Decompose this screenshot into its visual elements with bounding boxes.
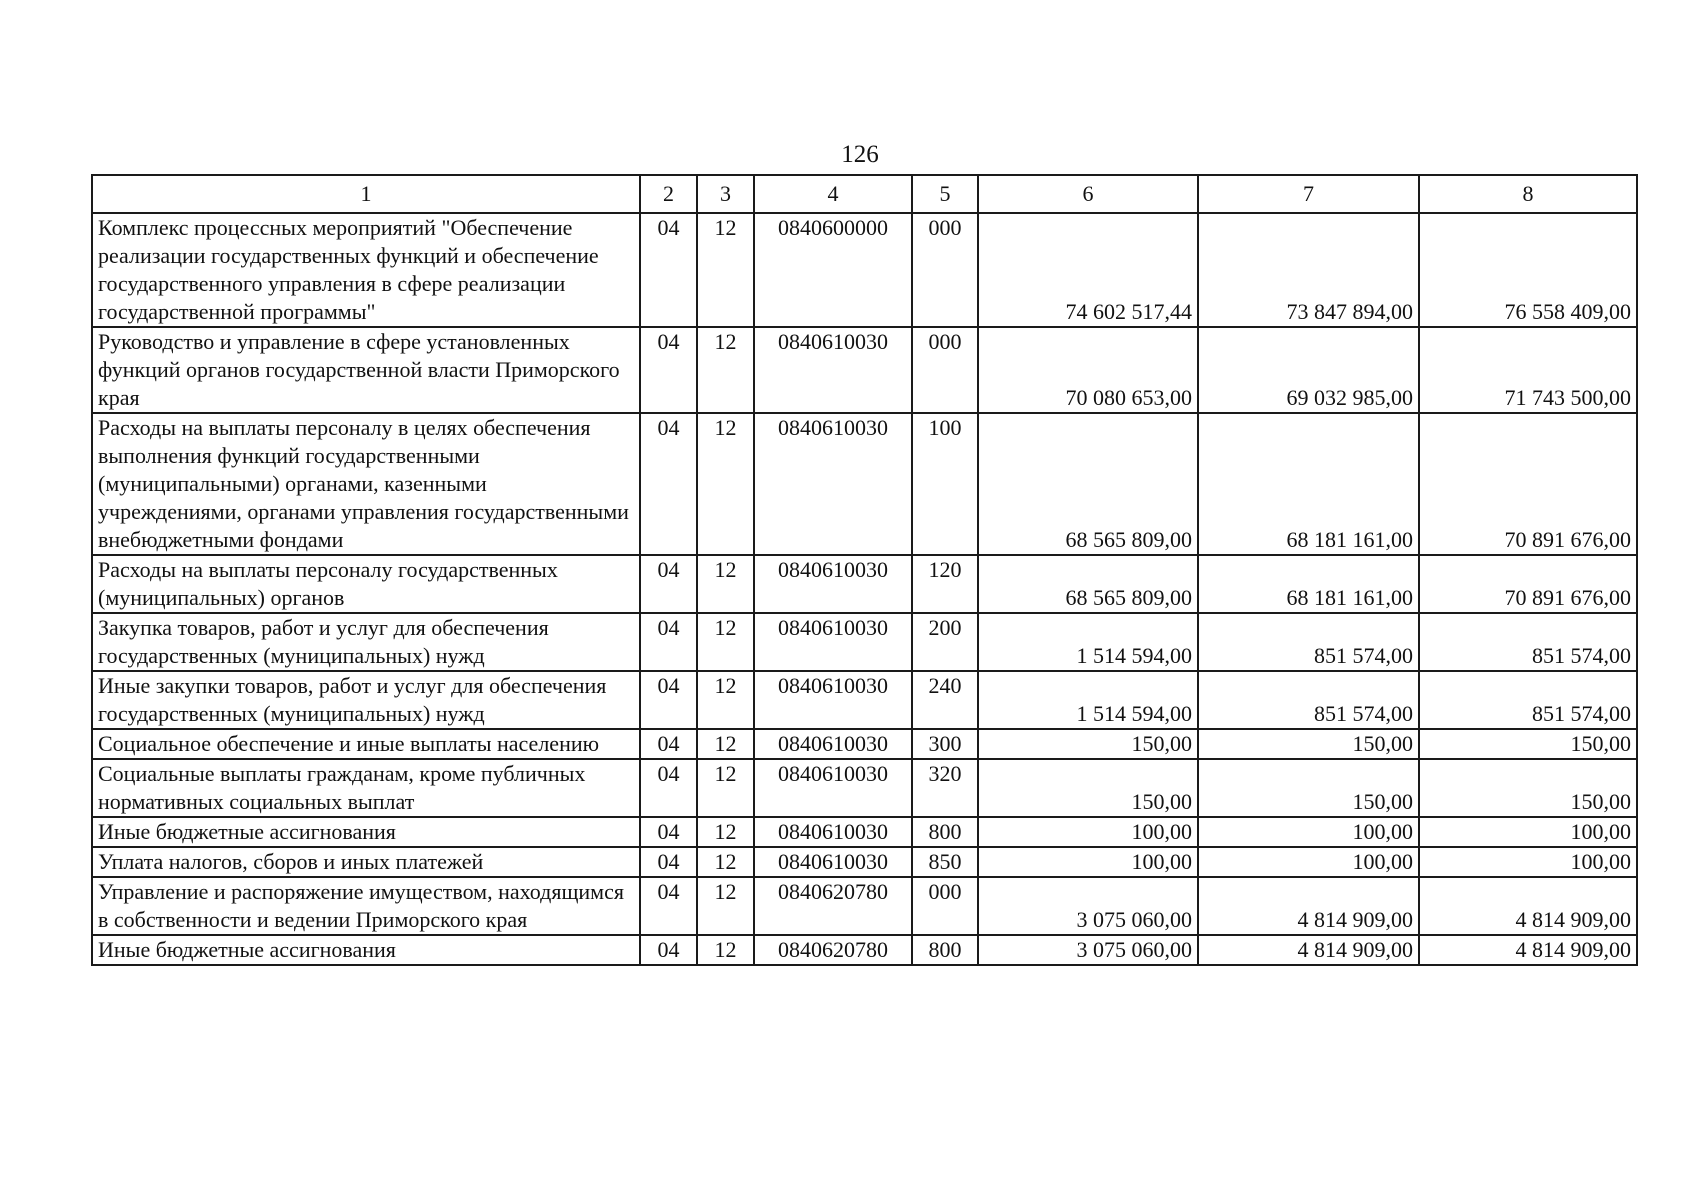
row-description: Управление и распоряжение имуществом, находящимся в собственности и ведении Приморского края	[92, 877, 640, 935]
subsection-code: 12	[697, 413, 754, 555]
row-description: Иные бюджетные ассигнования	[92, 817, 640, 847]
section-code: 04	[640, 817, 697, 847]
expense-type-code: 000	[912, 213, 978, 327]
row-description: Уплата налогов, сборов и иных платежей	[92, 847, 640, 877]
section-code: 04	[640, 729, 697, 759]
subsection-code: 12	[697, 213, 754, 327]
subsection-code: 12	[697, 877, 754, 935]
target-article-code: 0840610030	[754, 613, 912, 671]
target-article-code: 0840610030	[754, 847, 912, 877]
expense-type-code: 300	[912, 729, 978, 759]
amount-col-7: 100,00	[1198, 817, 1419, 847]
amount-col-6: 100,00	[978, 817, 1198, 847]
amount-col-7: 100,00	[1198, 847, 1419, 877]
subsection-code: 12	[697, 759, 754, 817]
target-article-code: 0840610030	[754, 759, 912, 817]
amount-col-7: 68 181 161,00	[1198, 413, 1419, 555]
amount-col-7: 69 032 985,00	[1198, 327, 1419, 413]
header-cell: 8	[1419, 175, 1637, 213]
table-row	[92, 877, 1637, 935]
table-row	[92, 671, 1637, 729]
section-code: 04	[640, 877, 697, 935]
row-description: Социальные выплаты гражданам, кроме публичных нормативных социальных выплат	[92, 759, 640, 817]
amount-col-8: 70 891 676,00	[1419, 555, 1637, 613]
section-code: 04	[640, 847, 697, 877]
amount-col-7: 68 181 161,00	[1198, 555, 1419, 613]
header-cell: 7	[1198, 175, 1419, 213]
subsection-code: 12	[697, 817, 754, 847]
amount-col-6: 1 514 594,00	[978, 613, 1198, 671]
subsection-code: 12	[697, 847, 754, 877]
amount-col-6: 150,00	[978, 759, 1198, 817]
amount-col-6: 1 514 594,00	[978, 671, 1198, 729]
table-row	[92, 327, 1637, 413]
section-code: 04	[640, 613, 697, 671]
subsection-code: 12	[697, 555, 754, 613]
target-article-code: 0840620780	[754, 935, 912, 965]
amount-col-8: 150,00	[1419, 759, 1637, 817]
amount-col-6: 100,00	[978, 847, 1198, 877]
row-description: Расходы на выплаты персоналу в целях обеспечения выполнения функций государственными (муниципальными) органами, казенными учреждениями, органами управления государственными внебюджетными фондами	[92, 413, 640, 555]
row-description: Комплекс процессных мероприятий "Обеспечение реализации государственных функций и обеспечение государственного управления в сфере реализации государственной программы"	[92, 213, 640, 327]
amount-col-6: 74 602 517,44	[978, 213, 1198, 327]
section-code: 04	[640, 555, 697, 613]
subsection-code: 12	[697, 729, 754, 759]
table-row	[92, 817, 1637, 847]
target-article-code: 0840610030	[754, 327, 912, 413]
row-description: Руководство и управление в сфере установленных функций органов государственной власти Приморского края	[92, 327, 640, 413]
amount-col-8: 851 574,00	[1419, 613, 1637, 671]
table-row	[92, 413, 1637, 555]
table-row	[92, 213, 1637, 327]
section-code: 04	[640, 413, 697, 555]
amount-col-7: 73 847 894,00	[1198, 213, 1419, 327]
amount-col-6: 150,00	[978, 729, 1198, 759]
target-article-code: 0840610030	[754, 555, 912, 613]
table-row	[92, 847, 1637, 877]
row-description: Расходы на выплаты персоналу государственных (муниципальных) органов	[92, 555, 640, 613]
amount-col-8: 150,00	[1419, 729, 1637, 759]
amount-col-8: 70 891 676,00	[1419, 413, 1637, 555]
amount-col-6: 68 565 809,00	[978, 413, 1198, 555]
table-row	[92, 759, 1637, 817]
page-number: 126	[841, 141, 879, 168]
expense-type-code: 800	[912, 935, 978, 965]
amount-col-7: 150,00	[1198, 729, 1419, 759]
amount-col-8: 851 574,00	[1419, 671, 1637, 729]
row-description: Иные бюджетные ассигнования	[92, 935, 640, 965]
amount-col-7: 4 814 909,00	[1198, 935, 1419, 965]
table-row	[92, 729, 1637, 759]
table-row	[92, 935, 1637, 965]
header-row	[92, 175, 1637, 213]
row-description: Иные закупки товаров, работ и услуг для обеспечения государственных (муниципальных) нужд	[92, 671, 640, 729]
amount-col-8: 4 814 909,00	[1419, 935, 1637, 965]
amount-col-8: 71 743 500,00	[1419, 327, 1637, 413]
header-cell: 1	[92, 175, 640, 213]
amount-col-8: 4 814 909,00	[1419, 877, 1637, 935]
table-body	[92, 175, 1637, 965]
budget-table	[91, 174, 1638, 966]
section-code: 04	[640, 213, 697, 327]
expense-type-code: 800	[912, 817, 978, 847]
amount-col-6: 3 075 060,00	[978, 877, 1198, 935]
expense-type-code: 200	[912, 613, 978, 671]
amount-col-7: 851 574,00	[1198, 613, 1419, 671]
amount-col-7: 150,00	[1198, 759, 1419, 817]
amount-col-8: 100,00	[1419, 847, 1637, 877]
table-row	[92, 555, 1637, 613]
expense-type-code: 100	[912, 413, 978, 555]
amount-col-6: 68 565 809,00	[978, 555, 1198, 613]
row-description: Закупка товаров, работ и услуг для обеспечения государственных (муниципальных) нужд	[92, 613, 640, 671]
target-article-code: 0840620780	[754, 877, 912, 935]
target-article-code: 0840610030	[754, 671, 912, 729]
row-description: Социальное обеспечение и иные выплаты населению	[92, 729, 640, 759]
expense-type-code: 850	[912, 847, 978, 877]
amount-col-7: 851 574,00	[1198, 671, 1419, 729]
header-cell: 6	[978, 175, 1198, 213]
subsection-code: 12	[697, 327, 754, 413]
section-code: 04	[640, 935, 697, 965]
header-cell: 5	[912, 175, 978, 213]
expense-type-code: 000	[912, 877, 978, 935]
target-article-code: 0840610030	[754, 729, 912, 759]
header-cell: 2	[640, 175, 697, 213]
section-code: 04	[640, 671, 697, 729]
header-cell: 3	[697, 175, 754, 213]
subsection-code: 12	[697, 935, 754, 965]
expense-type-code: 240	[912, 671, 978, 729]
expense-type-code: 000	[912, 327, 978, 413]
subsection-code: 12	[697, 613, 754, 671]
header-cell: 4	[754, 175, 912, 213]
amount-col-7: 4 814 909,00	[1198, 877, 1419, 935]
amount-col-6: 3 075 060,00	[978, 935, 1198, 965]
section-code: 04	[640, 759, 697, 817]
section-code: 04	[640, 327, 697, 413]
target-article-code: 0840610030	[754, 413, 912, 555]
amount-col-8: 76 558 409,00	[1419, 213, 1637, 327]
table-row	[92, 613, 1637, 671]
target-article-code: 0840610030	[754, 817, 912, 847]
subsection-code: 12	[697, 671, 754, 729]
amount-col-8: 100,00	[1419, 817, 1637, 847]
expense-type-code: 120	[912, 555, 978, 613]
expense-type-code: 320	[912, 759, 978, 817]
target-article-code: 0840600000	[754, 213, 912, 327]
amount-col-6: 70 080 653,00	[978, 327, 1198, 413]
